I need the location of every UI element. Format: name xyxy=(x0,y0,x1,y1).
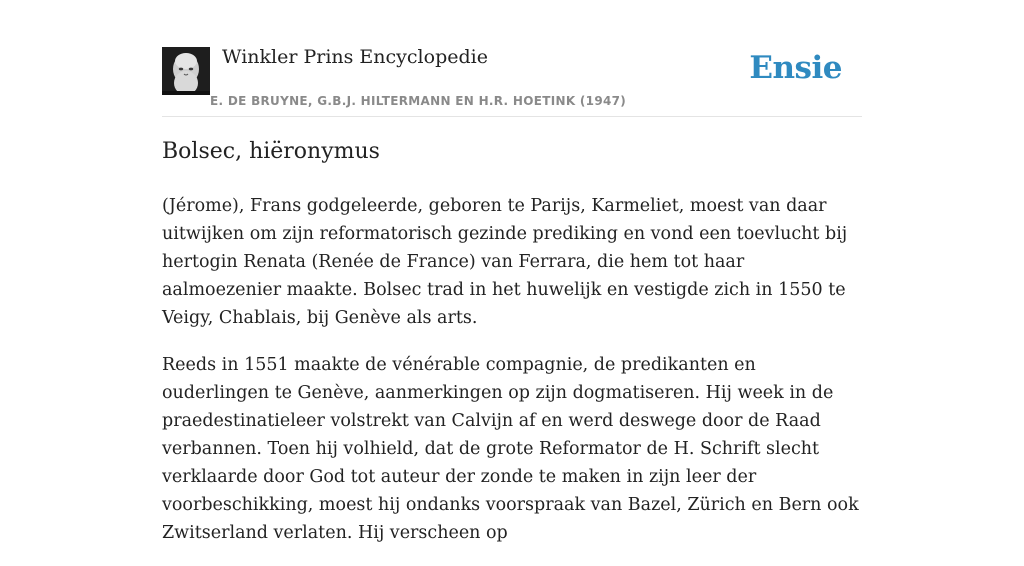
source-title[interactable]: Winkler Prins Encyclopedie xyxy=(222,46,488,68)
author-portrait-icon xyxy=(162,47,210,95)
article-paragraph: Reeds in 1551 maakte de vénérable compagnie, de predikanten en ouderlingen te Genève, aanmerkingen op zijn dogmatiseren. Hij week in de praedestinatieleer volstrekt van Calvijn af en werd deswege door de Raad verbannen. Toen hij volhield, dat de grote Reformator de H. Schrift slecht verklaarde door God tot auteur der zonde te maken in zijn leer der voorbeschikking, moest hij ondanks voorspraak van Bazel, Zürich en Bern ook Zwitserland verlaten. Hij verscheen op xyxy=(162,355,859,543)
article-paragraph: (Jérome), Frans godgeleerde, geboren te Parijs, Karmeliet, moest van daar uitwijken om zijn reformatorisch gezinde prediking en vond een toevlucht bij hertogin Renata (Renée de France) van Ferrara, die hem tot haar aalmoezenier maakte. Bolsec trad in het huwelijk en vestigde zich in 1550 te Veigy, Chablais, bij Genève als arts. xyxy=(162,196,848,328)
source-authors: E. DE BRUYNE, G.B.J. HILTERMANN EN H.R. HOETINK (1947) xyxy=(210,94,627,108)
source-header xyxy=(162,0,862,117)
article-title: Bolsec, hiëronymus xyxy=(162,139,380,164)
article-container xyxy=(162,0,862,543)
author-avatar xyxy=(162,47,210,95)
ensie-logo-link[interactable]: Ensie xyxy=(749,50,842,86)
article-body xyxy=(162,192,862,566)
